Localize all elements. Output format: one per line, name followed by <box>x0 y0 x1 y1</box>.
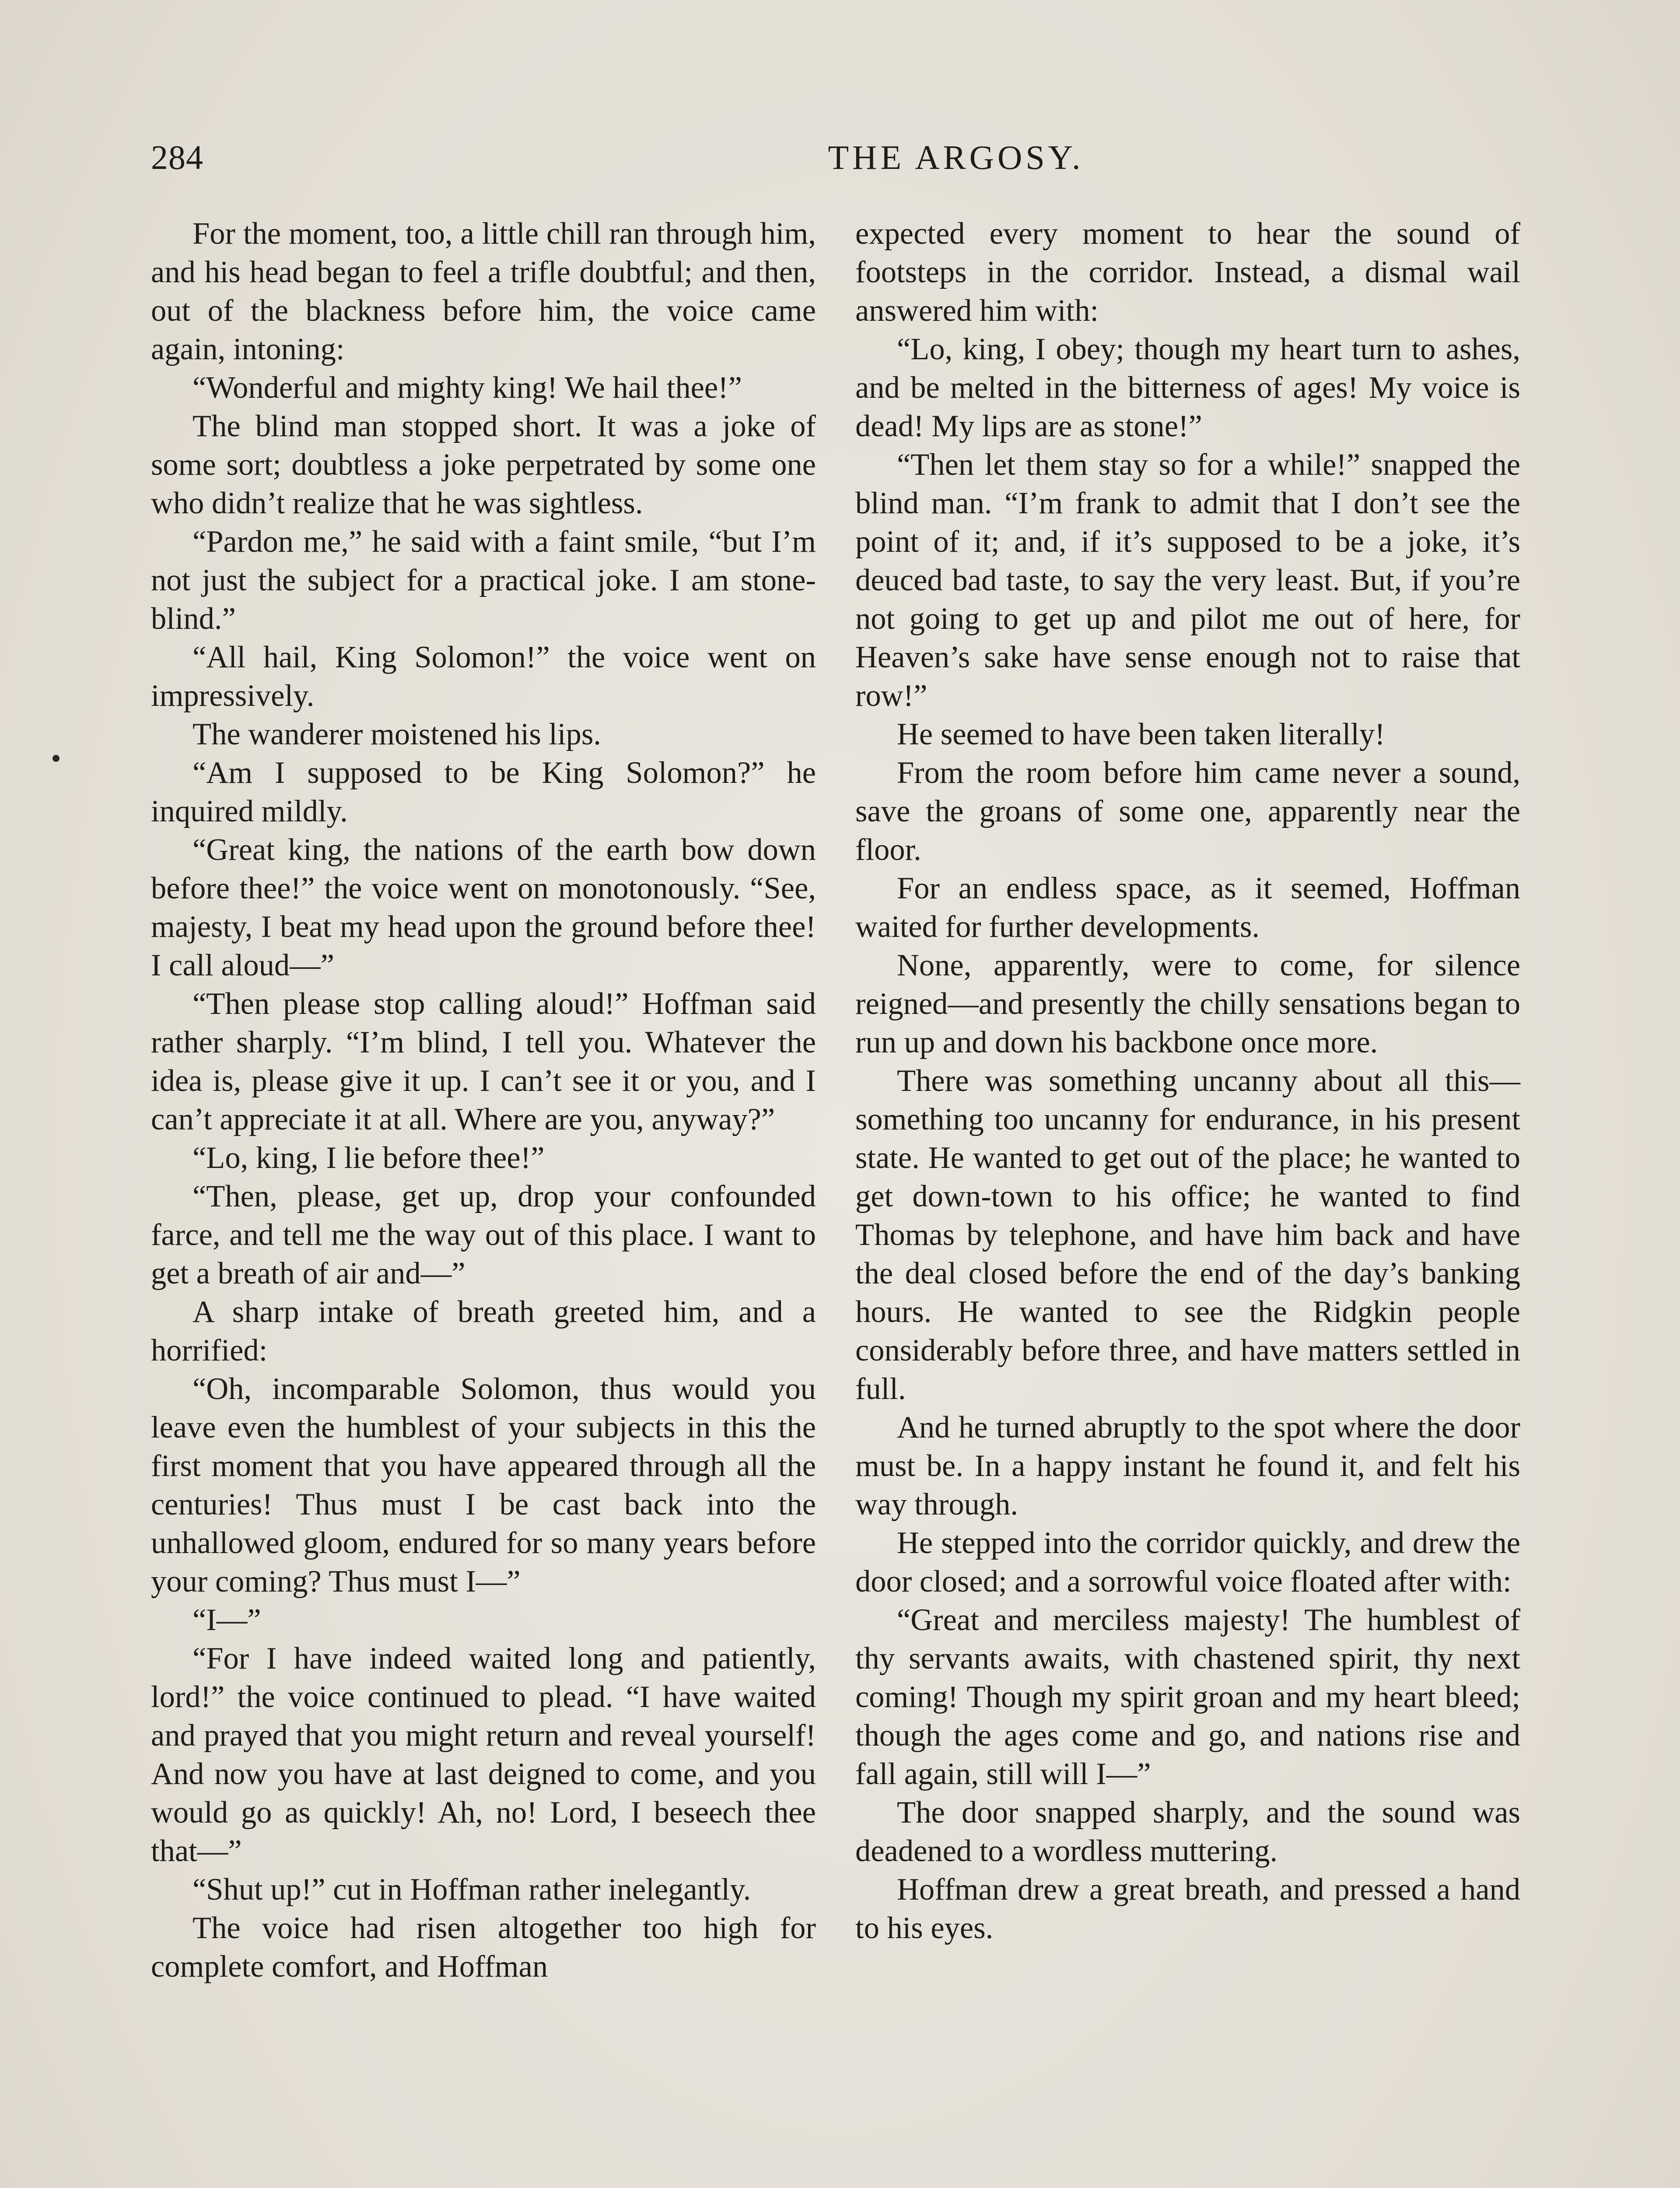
paragraph: “Wonderful and mighty king! We hail thee!” <box>192 371 742 405</box>
paragraph: For an endless space, as it seemed, Hoffman waited for further developments. <box>855 871 1520 944</box>
paragraph: The door snapped sharply, and the sound was deadened to a wordless muttering. <box>855 1795 1520 1868</box>
paragraph: “Oh, incomparable Solomon, thus would you leave even the humblest of your subjects in this the first moment that you have appeared through all the centuries! Thus must I be cast back into the unhallowed gloom, endured for so many years before your coming? Thus must I—” <box>151 1372 816 1599</box>
paragraph: “Then please stop calling aloud!” Hoffman said rather sharply. “I’m blind, I tell you. Whatever the idea is, please give it up. I can’t see it or you, and I can’t appreciate it at all. Where are you, anyway?” <box>151 987 816 1136</box>
paragraph: “Shut up!” cut in Hoffman rather inelegantly. <box>192 1872 751 1907</box>
paragraph: expected every moment to hear the sound of footsteps in the corridor. Instead, a dismal wail answered him with: <box>855 217 1520 328</box>
paragraph: “For I have indeed waited long and patiently, lord!” the voice continued to plead. “I have waited and prayed that you might return and reveal yourself! And now you have at last deigned to come, and you would go as quickly! Ah, no! Lord, I beseech thee that—” <box>151 1641 816 1868</box>
paragraph: And he turned abruptly to the spot where the door must be. In a happy instant he found it, and felt his way through. <box>855 1410 1520 1522</box>
paragraph: “Am I supposed to be King Solomon?” he inquired mildly. <box>151 756 816 828</box>
text-column-left <box>151 214 816 1986</box>
paragraph: “I—” <box>192 1603 261 1637</box>
print-speck-left <box>52 755 60 762</box>
paragraph: He stepped into the corridor quickly, and drew the door closed; and a sorrowful voice floated after with: <box>855 1526 1520 1599</box>
paragraph: “Then, please, get up, drop your confounded farce, and tell me the way out of this place. I want to get a breath of air and—” <box>151 1179 816 1290</box>
paragraph: “Then let them stay so for a while!” snapped the blind man. “I’m frank to admit that I don’t see the point of it; and, if it’s supposed to be a joke, it’s deuced bad taste, to say the very least. But, if you’re not going to get up and pilot me out of here, for Heaven’s sake have sense enough not to raise that row!” <box>855 448 1520 713</box>
paragraph: Hoffman drew a great breath, and pressed a hand to his eyes. <box>855 1872 1520 1945</box>
paragraph: “All hail, King Solomon!” the voice went on impressively. <box>151 640 816 713</box>
paragraph: He seemed to have been taken literally! <box>897 717 1385 751</box>
paragraph: For the moment, too, a little chill ran through him, and his head began to feel a trifle doubtful; and then, out of the blackness before him, the voice came again, intoning: <box>151 217 816 366</box>
paragraph: None, apparently, were to come, for silence reigned—and presently the chilly sensations began to run up and down his backbone once more. <box>855 948 1520 1059</box>
running-head: THE ARGOSY. <box>828 138 1084 176</box>
paragraph: “Lo, king, I obey; though my heart turn to ashes, and be melted in the bitterness of ages! My voice is dead! My lips are as stone!” <box>855 332 1520 443</box>
paragraph: A sharp intake of breath greeted him, and a horrified: <box>151 1295 816 1368</box>
paragraph: “Great king, the nations of the earth bow down before thee!” the voice went on monotonously. “See, majesty, I beat my head upon the ground before thee! I call aloud—” <box>151 833 816 982</box>
paragraph: “Great and merciless majesty! The humblest of thy servants awaits, with chastened spirit, thy next coming! Though my spirit groan and my heart bleed; though the ages come and go, and nations rise and fall again, still will I—” <box>855 1603 1520 1791</box>
page-number: 284 <box>151 138 203 176</box>
paragraph: The voice had risen altogether too high for complete comfort, and Hoffman <box>151 1911 816 1984</box>
paragraph: “Lo, king, I lie before thee!” <box>192 1141 545 1175</box>
paragraph: From the room before him came never a sound, save the groans of some one, apparently near the floor. <box>855 756 1520 867</box>
paragraph: The wanderer moistened his lips. <box>192 717 601 751</box>
page-header <box>151 133 1084 182</box>
paragraph: The blind man stopped short. It was a joke of some sort; doubtless a joke perpetrated by some one who didn’t realize that he was sightless. <box>151 409 816 520</box>
paragraph: There was something uncanny about all this—something too uncanny for endurance, in his present state. He wanted to get out of the place; he wanted to get down-town to his office; he wanted to find Thomas by telephone, and have him back and have the deal closed before the end of the day’s banking hours. He wanted to see the Ridgkin people considerably before three, and have matters settled in full. <box>855 1064 1520 1406</box>
text-column-right <box>855 214 1520 1947</box>
paragraph: “Pardon me,” he said with a faint smile, “but I’m not just the subject for a practical joke. I am stone-blind.” <box>151 525 816 636</box>
